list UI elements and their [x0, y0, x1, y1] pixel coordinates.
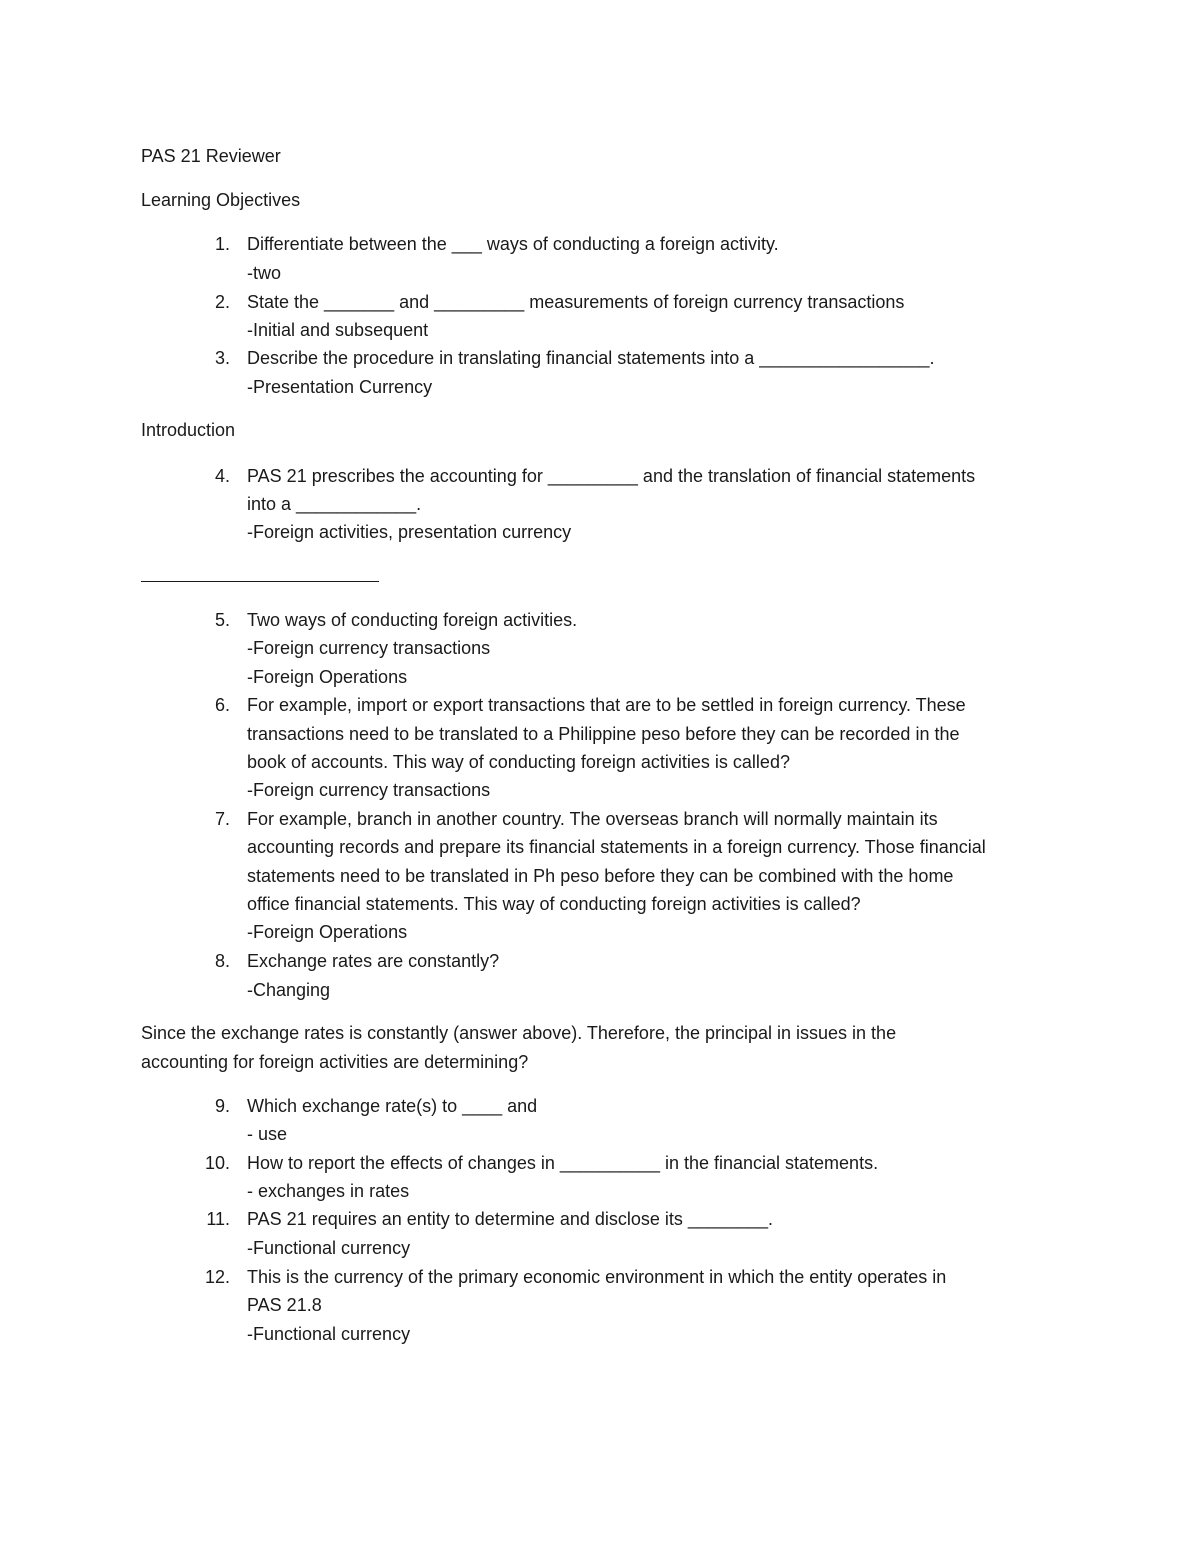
item-question: PAS 21 requires an entity to determine and disclose its ________. [247, 1209, 773, 1229]
item-answer: -two [247, 263, 282, 283]
item-question: How to report the effects of changes in __________ in the financial statements. [247, 1153, 879, 1173]
item-question: transactions need to be translated to a Philippine peso before they can be recorded in the [247, 724, 960, 744]
item-question: For example, import or export transactions that are to be settled in foreign currency. These [247, 695, 966, 715]
item-number: 3. [214, 348, 230, 368]
item-question: For example, branch in another country. The overseas branch will normally maintain its [247, 809, 938, 829]
item-answer: -Changing [247, 980, 331, 1000]
document-title: PAS 21 Reviewer [141, 146, 281, 166]
item-answer: - exchanges in rates [247, 1181, 410, 1201]
item-question: statements need to be translated in Ph peso before they can be combined with the home [247, 866, 954, 886]
item-question: PAS 21.8 [247, 1295, 322, 1315]
item-answer: - use [247, 1124, 288, 1144]
body-paragraph-line: accounting for foreign activities are determining? [141, 1052, 529, 1072]
item-number: 6. [214, 695, 230, 715]
item-question: Exchange rates are constantly? [247, 951, 500, 971]
item-question: office financial statements. This way of conducting foreign activities is called? [247, 894, 861, 914]
item-question: This is the currency of the primary economic environment in which the entity operates in [247, 1267, 947, 1287]
body-paragraph-line: Since the exchange rates is constantly (answer above). Therefore, the principal in issues in the [141, 1023, 897, 1043]
item-question: State the _______ and _________ measurements of foreign currency transactions [247, 292, 905, 312]
item-number: 1. [214, 234, 230, 254]
item-question: Which exchange rate(s) to ____ and [247, 1096, 538, 1116]
item-question: Two ways of conducting foreign activities. [247, 610, 578, 630]
item-number: 12. [204, 1267, 230, 1287]
item-question: accounting records and prepare its financial statements in a foreign currency. Those financial [247, 837, 986, 857]
item-number: 5. [214, 610, 230, 630]
item-answer: -Foreign currency transactions [247, 638, 491, 658]
item-number: 11. [206, 1209, 230, 1229]
item-question: Describe the procedure in translating financial statements into a _________________. [247, 348, 935, 368]
item-question: Differentiate between the ___ ways of conducting a foreign activity. [247, 234, 779, 254]
item-answer: -Foreign Operations [247, 922, 408, 942]
section-divider [141, 581, 379, 582]
item-number: 4. [214, 466, 230, 486]
item-number: 7. [214, 809, 230, 829]
item-answer: -Presentation Currency [247, 377, 433, 397]
item-question: PAS 21 prescribes the accounting for _________ and the translation of financial statements [247, 466, 976, 486]
item-number: 10. [204, 1153, 230, 1173]
learning-objectives-heading: Learning Objectives [141, 190, 301, 210]
item-answer: -Foreign activities, presentation currency [247, 522, 572, 542]
introduction-heading: Introduction [141, 420, 236, 440]
item-answer: -Foreign Operations [247, 667, 408, 687]
item-number: 8. [214, 951, 230, 971]
item-answer: -Initial and subsequent [247, 320, 429, 340]
item-question: into a ____________. [247, 494, 422, 514]
item-answer: -Foreign currency transactions [247, 780, 491, 800]
item-answer: -Functional currency [247, 1238, 411, 1258]
item-question: book of accounts. This way of conducting foreign activities is called? [247, 752, 790, 772]
item-number: 9. [214, 1096, 230, 1116]
item-number: 2. [214, 292, 230, 312]
item-answer: -Functional currency [247, 1324, 411, 1344]
